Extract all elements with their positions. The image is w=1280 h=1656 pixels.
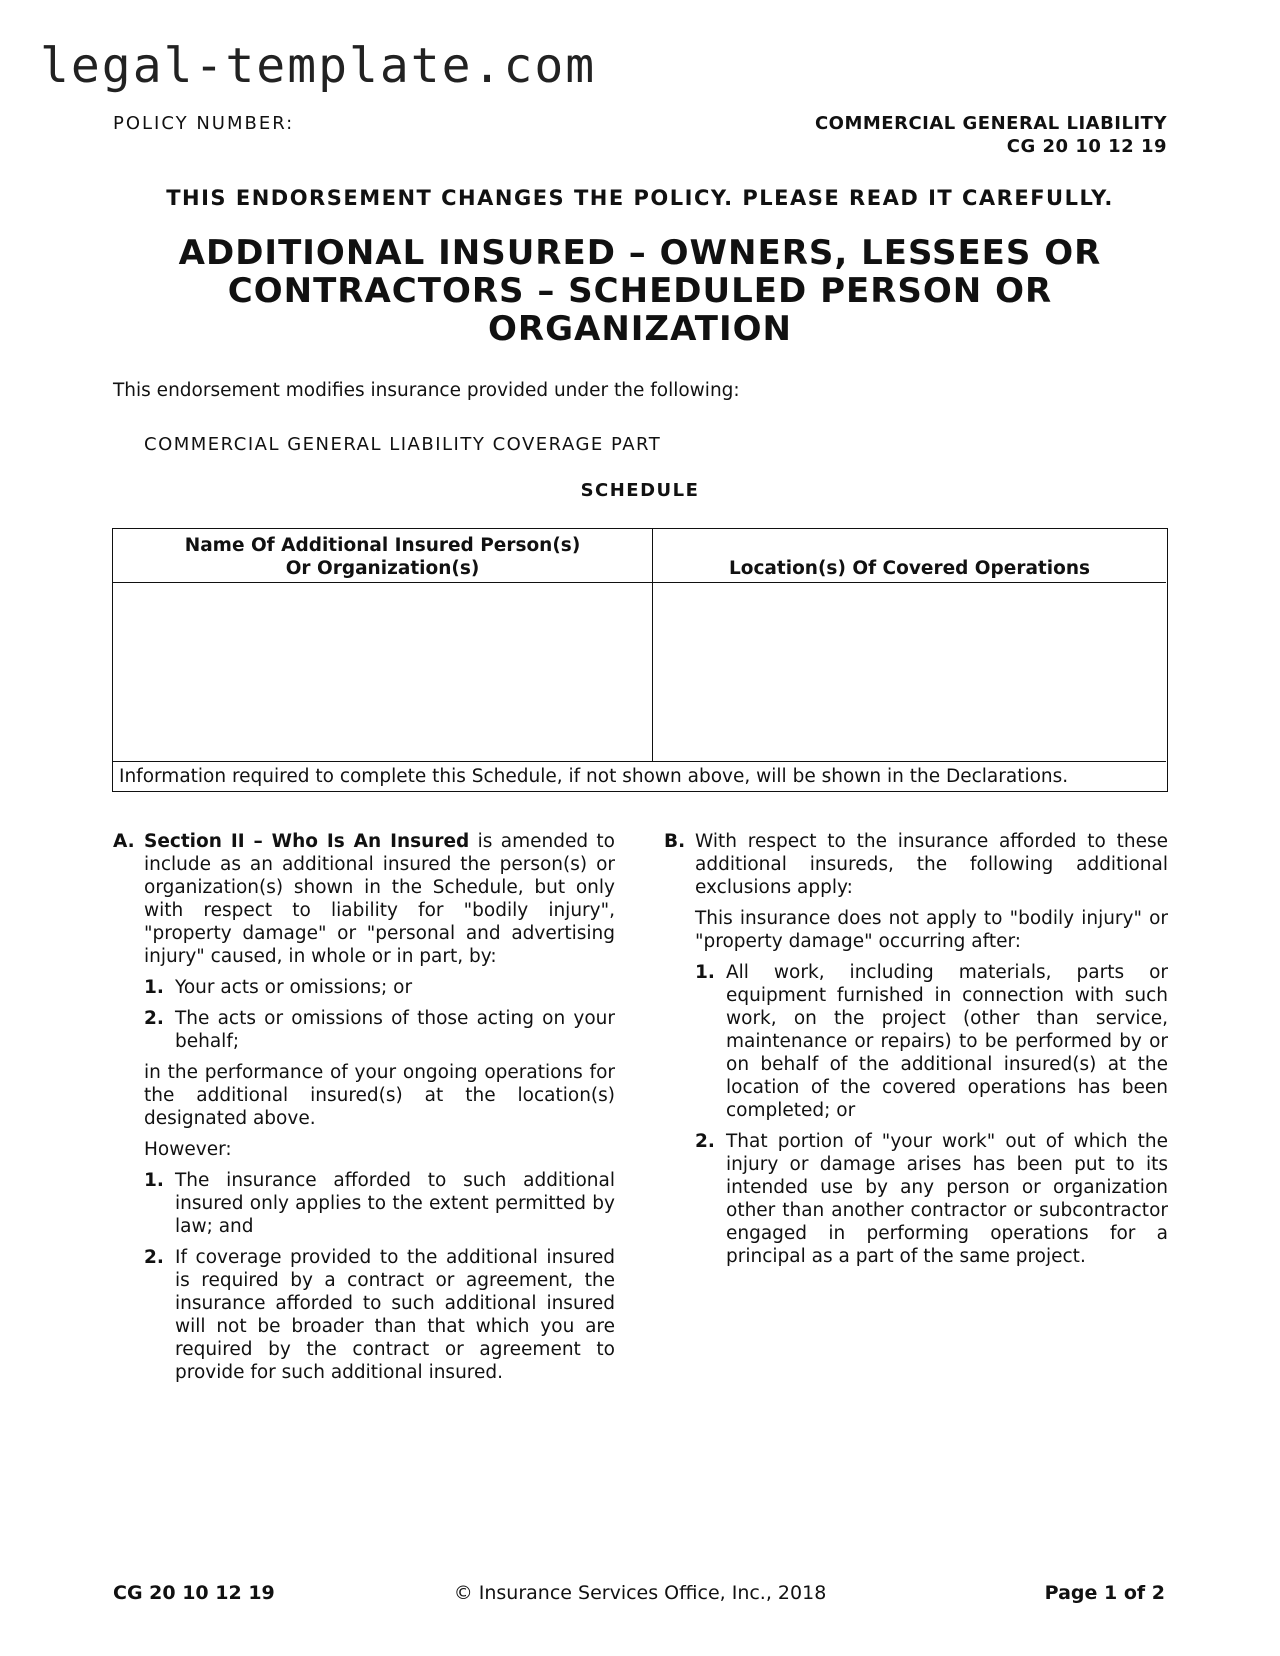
item-number: 2. xyxy=(144,1008,164,1029)
left-column xyxy=(113,830,615,1384)
footer-page-number: Page 1 of 2 xyxy=(1044,1582,1165,1604)
item-number: 1. xyxy=(144,977,164,998)
document-title xyxy=(160,234,1120,348)
section-b-text: With respect to the insurance afforded to these additional insureds, the following additional exclusions apply: xyxy=(695,831,1168,898)
item-text: All work, including materials, parts or equipment furnished in connection with such work, on the project (other than service, maintenance or repairs) to be performed by or on behalf of the additional insured(s) at the location of the covered operations has been completed; or xyxy=(726,962,1168,1121)
item-number: 1. xyxy=(695,962,715,983)
section-a-lead: Section II – Who Is An Insured xyxy=(144,831,470,852)
right-column xyxy=(664,830,1168,1268)
item-text: That portion of "your work" out of which the injury or damage arises has been put to its intended use by any person or organization other than another contractor or subcontractor engaged in performing operations for a principal as a part of the same project. xyxy=(726,1131,1168,1267)
footer-form-code: CG 20 10 12 19 xyxy=(113,1582,275,1604)
section-b xyxy=(664,830,1168,1268)
footer-copyright: © Insurance Services Office, Inc., 2018 xyxy=(453,1582,827,1604)
schedule-table xyxy=(112,528,1168,792)
item-text: If coverage provided to the additional insured is required by a contract or agreement, the insurance afforded to such additional insured will not be broader than that which you are required by the contract or agreement to provide for such additional insured. xyxy=(175,1247,615,1383)
list-item xyxy=(695,961,1168,1122)
section-a-letter: A. xyxy=(113,831,135,852)
section-b-para: This insurance does not apply to "bodily injury" or "property damage" occurring after: xyxy=(695,908,1168,952)
item-text: The acts or omissions of those acting on your behalf; xyxy=(175,1008,615,1052)
item-number: 1. xyxy=(144,1170,164,1191)
section-a-text: is amended to include as an additional insured the person(s) or organization(s) shown in the Schedule, but only with respect to liability for "bodily injury", "property damage" or "personal and advertising injury" caused, in whole or in part, by: xyxy=(144,831,616,967)
schedule-col-name-header xyxy=(113,529,653,583)
section-b-letter: B. xyxy=(664,831,686,852)
schedule-location-cell[interactable] xyxy=(653,583,1166,761)
section-a xyxy=(113,830,615,1384)
form-line: COMMERCIAL GENERAL LIABILITY xyxy=(814,113,1167,134)
section-a-however: However: xyxy=(144,1139,232,1160)
form-header xyxy=(815,112,1167,158)
endorsement-notice: THIS ENDORSEMENT CHANGES THE POLICY. PLEASE READ IT CAREFULLY. xyxy=(166,186,1114,210)
item-number: 2. xyxy=(144,1247,164,1268)
title-line-2: CONTRACTORS – SCHEDULED PERSON OR xyxy=(227,271,1053,311)
coverage-part: COMMERCIAL GENERAL LIABILITY COVERAGE PART xyxy=(144,434,662,455)
form-code: CG 20 10 12 19 xyxy=(1006,136,1167,157)
item-number: 2. xyxy=(695,1131,715,1152)
watermark: legal-template.com xyxy=(40,38,597,94)
schedule-heading: SCHEDULE xyxy=(580,480,700,501)
list-item xyxy=(144,1246,615,1384)
title-line-1: ADDITIONAL INSURED – OWNERS, LESSEES OR xyxy=(178,233,1102,273)
list-item xyxy=(695,1130,1168,1268)
policy-number-label: POLICY NUMBER: xyxy=(113,113,295,134)
item-text: Your acts or omissions; or xyxy=(175,977,413,998)
section-a-continuation: in the performance of your ongoing operations for the additional insured(s) at the location(s) designated above. xyxy=(144,1062,615,1129)
schedule-col-location-header: Location(s) Of Covered Operations xyxy=(653,529,1166,583)
item-text: The insurance afforded to such additional insured only applies to the extent permitted by law; and xyxy=(175,1170,615,1237)
title-line-3: ORGANIZATION xyxy=(488,309,792,349)
list-item xyxy=(144,1169,615,1238)
schedule-name-cell[interactable] xyxy=(113,583,653,761)
list-item xyxy=(144,976,615,999)
modifies-statement: This endorsement modifies insurance provided under the following: xyxy=(113,380,740,401)
list-item xyxy=(144,1007,615,1053)
schedule-col-name-line-1: Name Of Additional Insured Person(s) xyxy=(184,535,581,556)
schedule-col-name-line-2: Or Organization(s) xyxy=(285,558,480,579)
schedule-footnote: Information required to complete this Schedule, if not shown above, will be shown in the Declarations. xyxy=(113,761,1166,791)
